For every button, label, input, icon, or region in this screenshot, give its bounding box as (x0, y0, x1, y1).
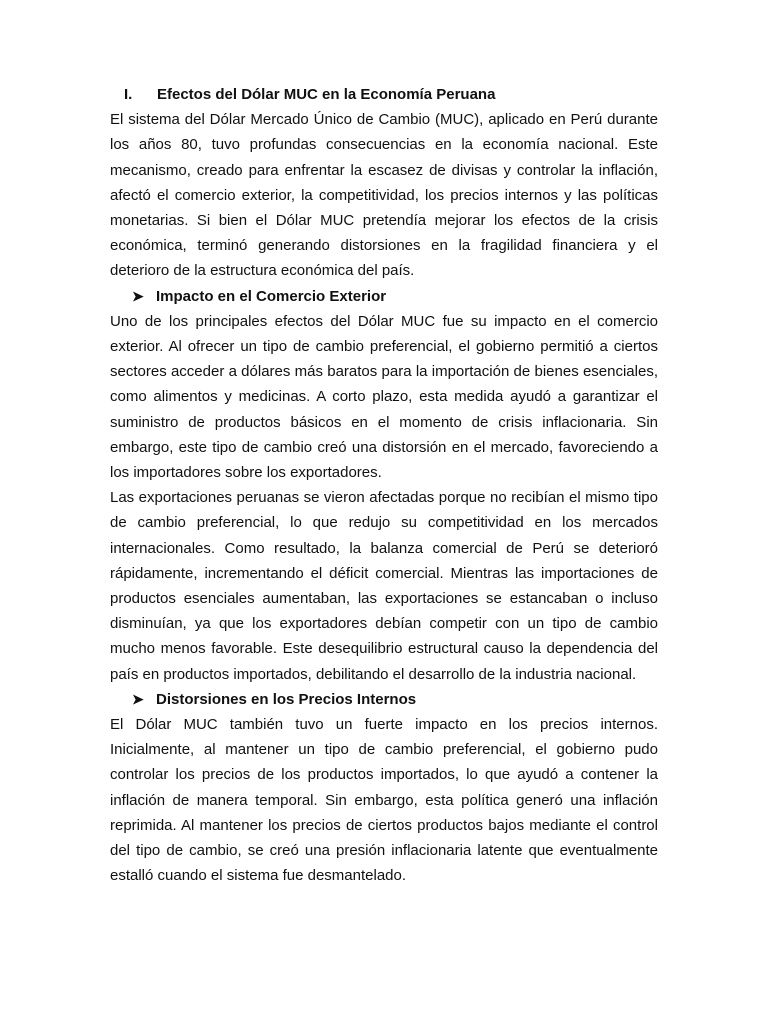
subsection-title: Distorsiones en los Precios Internos (156, 690, 417, 708)
section-heading (110, 82, 658, 107)
document-body (110, 82, 658, 889)
paragraph: El Dólar MUC también tuvo un fuerte impacto en los precios internos. Inicialmente, al mantener un tipo de cambio preferencial, el gobierno pudo controlar los precios de los productos importados, lo que ayudó a contener la inflación de manera temporal. Sin embargo, esta política generó una inflación reprimida. Al mantener los precios de ciertos productos bajos mediante el control del tipo de cambio, se creó una presión inflacionaria latente que eventualmente estalló cuando el sistema fue desmantelado. (110, 716, 658, 885)
section-number: I. (124, 86, 133, 103)
subsection-heading (110, 284, 658, 309)
arrow-bullet-icon: ➤ (132, 287, 144, 304)
subsection-title: Impacto en el Comercio Exterior (156, 287, 387, 305)
subsection-heading (110, 687, 658, 712)
arrow-bullet-icon: ➤ (132, 690, 144, 707)
paragraph: El sistema del Dólar Mercado Único de Cambio (MUC), aplicado en Perú durante los años 80, tuvo profundas consecuencias en la economía nacional. Este mecanismo, creado para enfrentar la escasez de divisas y controlar la inflación, afectó el comercio exterior, la competitividad, los precios internos y las políticas monetarias. Si bien el Dólar MUC pretendía mejorar los efectos de la crisis económica, terminó generando distorsiones en la fragilidad financiera y el deterioro de la estructura económica del país. (110, 111, 658, 280)
paragraph: Las exportaciones peruanas se vieron afectadas porque no recibían el mismo tipo de cambio preferencial, lo que redujo su competitividad en los mercados internacionales. Como resultado, la balanza comercial de Perú se deterioró rápidamente, incrementando el déficit comercial. Mientras las importaciones de productos esenciales aumentaban, las exportaciones se estancaban o incluso disminuían, ya que los exportadores debían competir con un tipo de cambio mucho menos favorable. Este desequilibrio estructural causo la dependencia del país en productos importados, debilitando el desarrollo de la industria nacional. (110, 489, 658, 683)
paragraph: Uno de los principales efectos del Dólar MUC fue su impacto en el comercio exterior. Al ofrecer un tipo de cambio preferencial, el gobierno permitió a ciertos sectores acceder a dólares más baratos para la importación de bienes esenciales, como alimentos y medicinas. A corto plazo, esta medida ayudó a garantizar el suministro de productos básicos en el momento de crisis inflacionaria. Sin embargo, este tipo de cambio creó una distorsión en el mercado, favoreciendo a los importadores sobre los exportadores. (110, 312, 658, 482)
section-title: Efectos del Dólar MUC en la Economía Peruana (157, 86, 496, 103)
